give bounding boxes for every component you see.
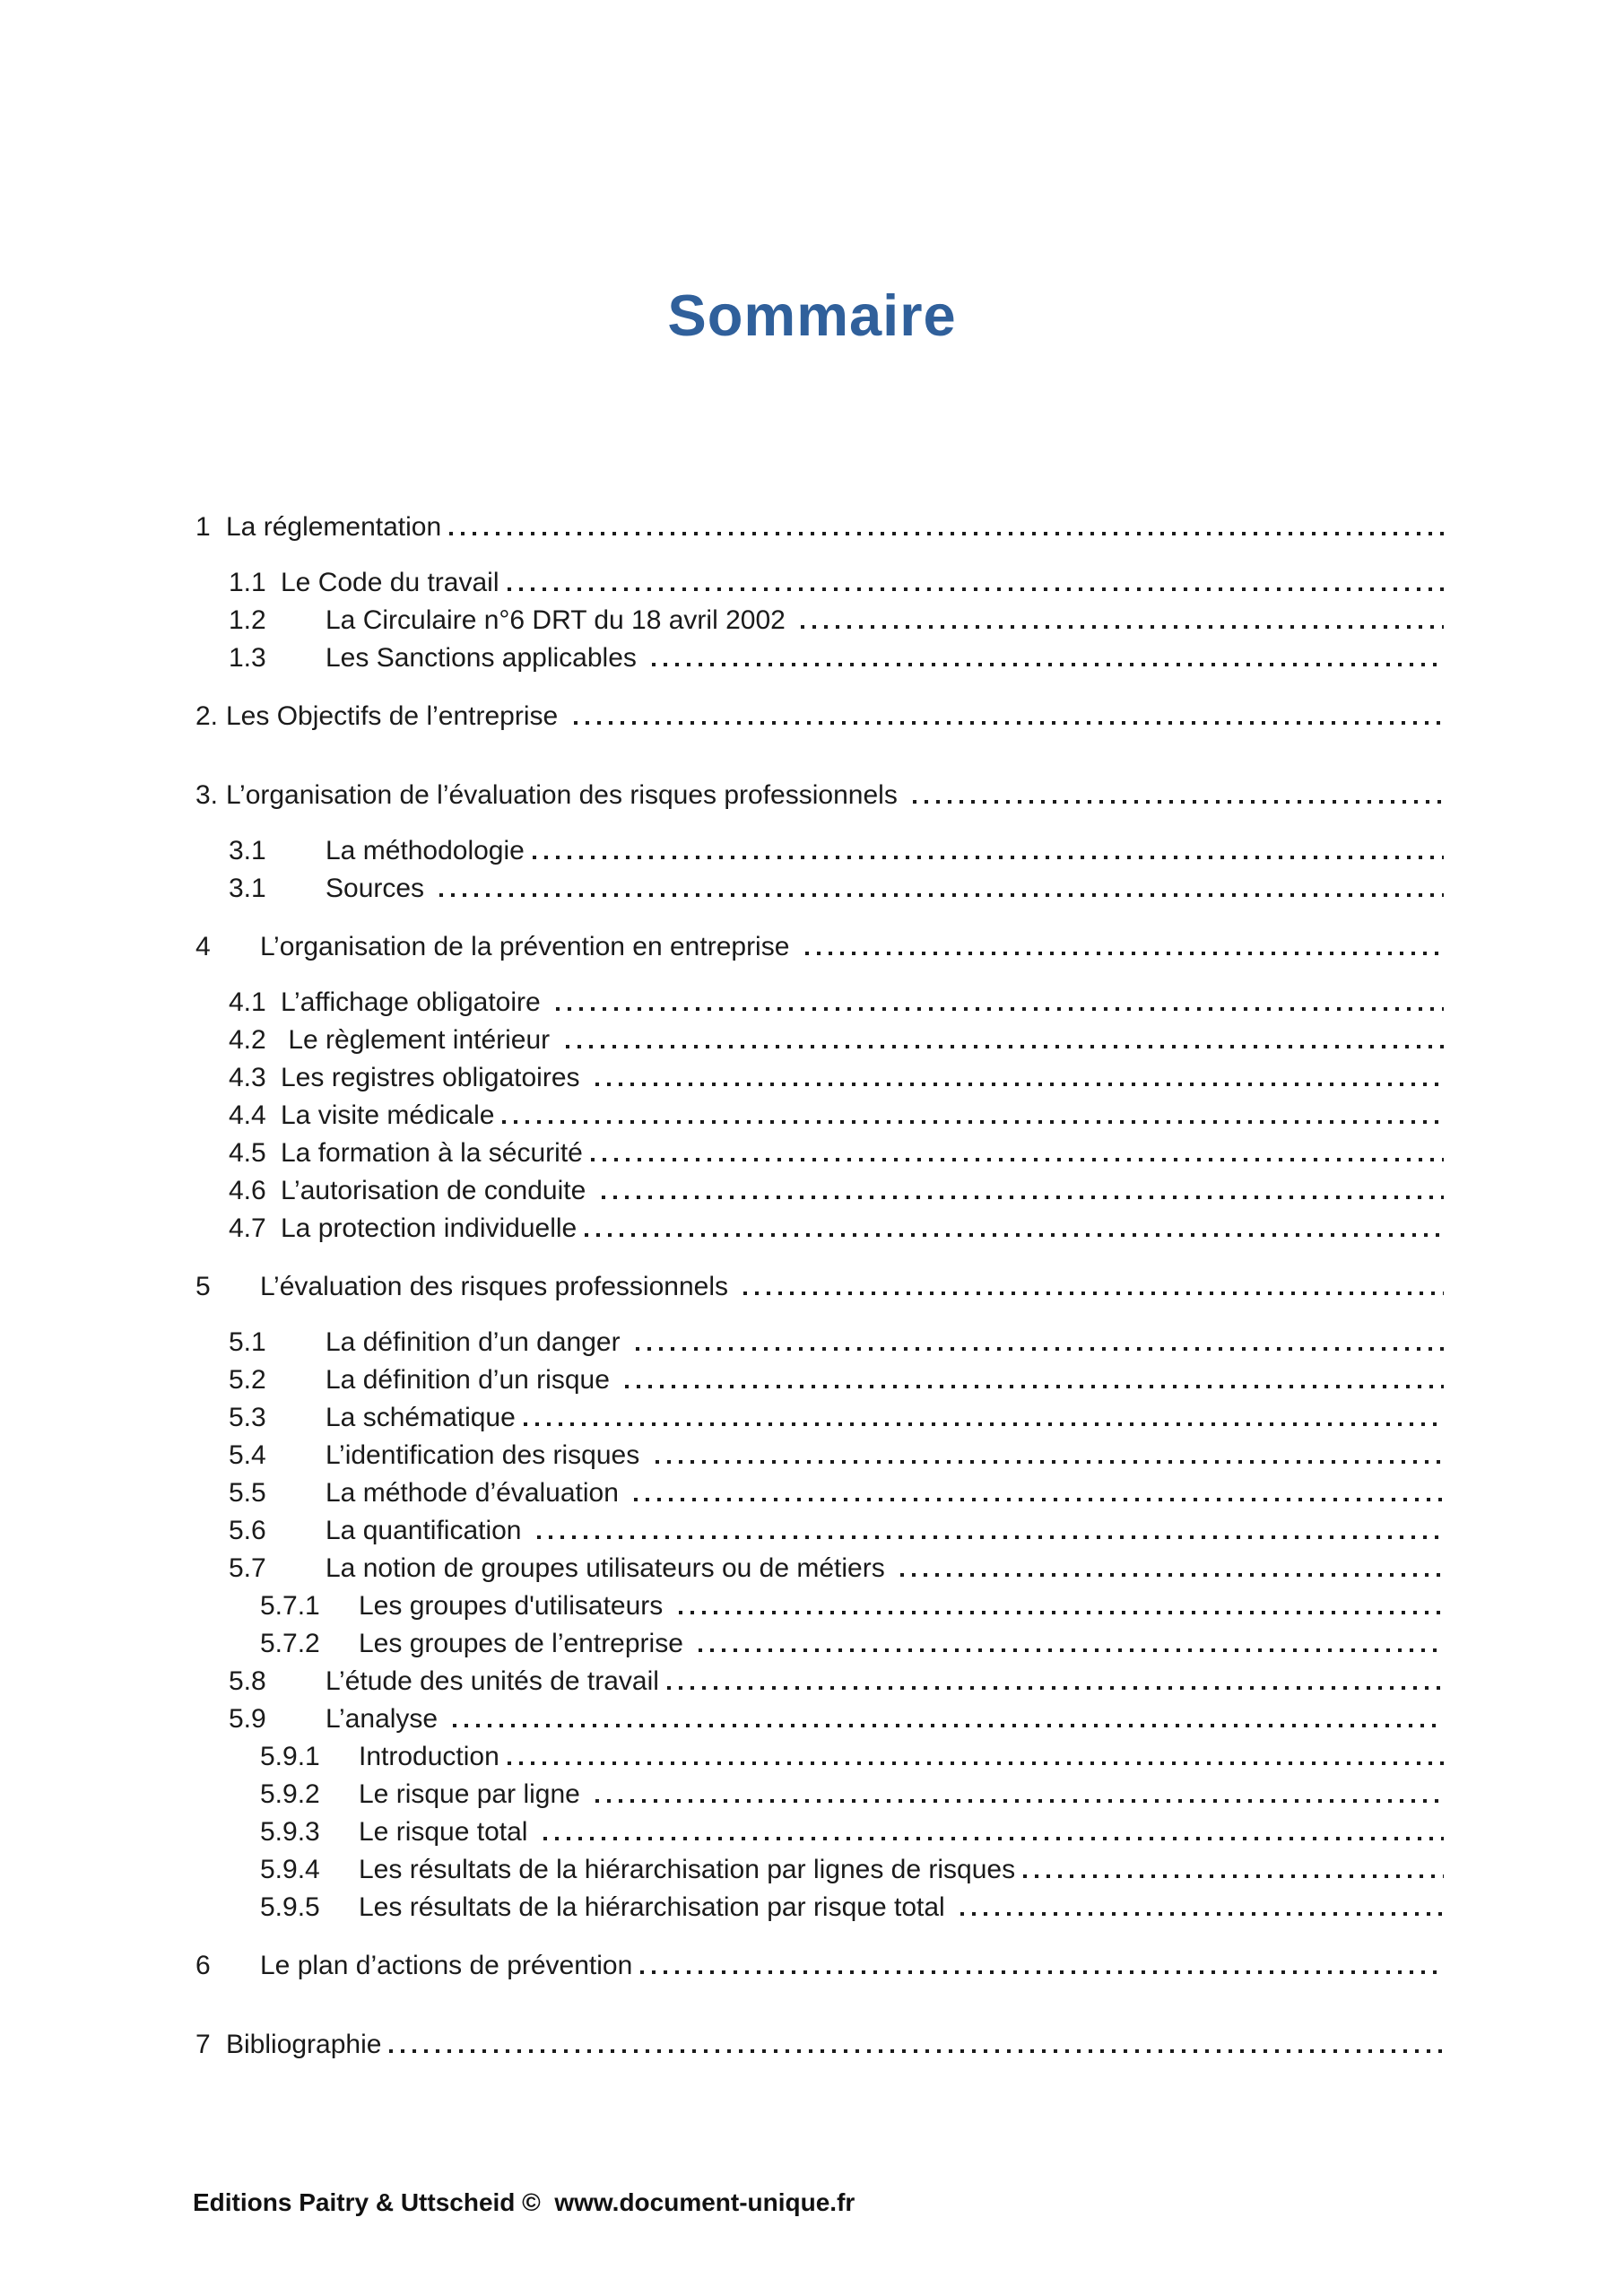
toc-entry [229,1366,1444,1394]
toc-entry-number: 5.6 [229,1516,266,1545]
toc-entry [229,1139,1444,1167]
dot-leader [585,1233,1444,1237]
toc-entry-label: Le plan d’actions de prévention [260,1951,633,1980]
toc-entry [195,702,1444,730]
toc-entry-label: Les résultats de la hiérarchisation par risque total [359,1892,953,1922]
dot-leader [453,1724,1444,1727]
toc-entry-label: L’affichage obligatoire [281,987,549,1017]
dot-leader [805,952,1444,955]
toc-entry-label: Les Sanctions applicables [326,643,645,673]
toc-entry-number: 7 [195,2030,211,2059]
toc-entry-label: L’identification des risques [326,1440,647,1470]
toc-entry [229,644,1444,672]
toc-entry-label: L’évaluation des risques professionnels [260,1272,736,1301]
toc-entry-number: 5 [195,1272,211,1301]
toc-entry-label: La visite médicale [281,1100,495,1130]
toc-entry-label: Les Objectifs de l’entreprise [226,701,566,731]
toc-entry [229,1214,1444,1242]
toc-entry-label: La méthode d’évaluation [326,1478,627,1508]
table-of-contents [195,513,1444,2058]
toc-entry-label: L’étude des unités de travail [326,1666,659,1696]
toc-entry-label: La formation à la sécurité [281,1138,583,1168]
toc-entry [229,988,1444,1016]
toc-entry-number: 5.7 [229,1553,266,1583]
toc-entry-number: 3.1 [229,874,266,903]
toc-entry [260,1856,1444,1883]
toc-entry-label: Les registres obligatoires [281,1063,587,1092]
dot-leader [640,1970,1444,1974]
dot-leader [602,1196,1444,1199]
toc-entry-number: 5.9 [229,1704,266,1734]
toc-entry-label: Bibliographie [226,2030,382,2059]
dot-leader [801,625,1444,629]
toc-entry-label: Le risque total [359,1817,535,1847]
toc-entry [229,1404,1444,1431]
toc-entry [229,837,1444,865]
toc-entry-label: Les groupes d'utilisateurs [359,1591,671,1621]
toc-entry-number: 1 [195,512,211,542]
page-footer: Editions Paitry & Uttscheid © www.document-unique.fr [193,2188,855,2216]
toc-entry-number: 4.5 [229,1138,266,1168]
toc-entry [260,1818,1444,1846]
toc-entry [229,1705,1444,1733]
toc-entry [229,1064,1444,1091]
dot-leader [556,1007,1444,1011]
toc-entry-label: La quantification [326,1516,529,1545]
toc-entry-label: Le Code du travail [281,568,499,597]
toc-entry [229,1026,1444,1054]
toc-entry-label: La Circulaire n°6 DRT du 18 avril 2002 [326,605,794,635]
toc-entry-number: 5.7.2 [260,1629,320,1658]
toc-entry [229,1101,1444,1129]
toc-entry-number: 5.9.4 [260,1855,320,1884]
toc-entry [229,1479,1444,1507]
toc-entry [229,874,1444,902]
toc-entry [260,1743,1444,1770]
toc-entry-number: 5.5 [229,1478,266,1508]
toc-entry [195,513,1444,541]
dot-leader [960,1912,1444,1916]
toc-entry [195,781,1444,809]
toc-entry-number: 5.9.5 [260,1892,320,1922]
toc-entry-number: 4.7 [229,1213,266,1243]
dot-leader [900,1573,1444,1577]
dot-leader [566,1045,1445,1048]
toc-entry-label: L’autorisation de conduite [281,1176,594,1205]
toc-entry-number: 5.8 [229,1666,266,1696]
toc-entry-label: La réglementation [226,512,442,542]
toc-entry [229,569,1444,596]
toc-entry [260,1630,1444,1657]
toc-entry [229,606,1444,634]
toc-entry-number: 5.3 [229,1403,266,1432]
toc-entry-label: La définition d’un risque [326,1365,618,1395]
toc-entry-label: Les résultats de la hiérarchisation par lignes de risques [359,1855,1016,1884]
toc-entry [229,1517,1444,1544]
toc-entry-number: 3. [195,780,219,810]
dot-leader [743,1292,1444,1295]
toc-entry-label: Introduction [359,1742,499,1771]
toc-entry [260,1592,1444,1620]
dot-leader [574,721,1444,725]
dot-leader [699,1648,1444,1652]
toc-entry [195,2031,1444,2058]
toc-entry [229,1441,1444,1469]
toc-entry-number: 1.2 [229,605,266,635]
toc-entry-number: 5.9.3 [260,1817,320,1847]
toc-entry [229,1667,1444,1695]
toc-entry-label: Les groupes de l’entreprise [359,1629,691,1658]
toc-entry-label: La schématique [326,1403,516,1432]
toc-entry-label: La notion de groupes utilisateurs ou de métiers [326,1553,893,1583]
dot-leader [679,1611,1444,1614]
toc-entry-number: 5.2 [229,1365,266,1395]
dot-leader [502,1120,1444,1124]
page-title: Sommaire [667,283,957,348]
toc-entry [229,1328,1444,1356]
dot-leader [449,532,1444,535]
toc-entry-label: L’organisation de l’évaluation des risques professionnels [226,780,906,810]
dot-leader [524,1422,1444,1426]
toc-entry-number: 4 [195,932,211,961]
toc-entry-number: 6 [195,1951,211,1980]
toc-entry-number: 4.4 [229,1100,266,1130]
dot-leader [508,587,1445,591]
toc-entry-label: La protection individuelle [281,1213,578,1243]
dot-leader [591,1158,1444,1161]
toc-entry-label: L’organisation de la prévention en entreprise [260,932,797,961]
toc-entry-number: 1.1 [229,568,266,597]
toc-entry-number: 1.3 [229,643,266,673]
toc-entry [195,933,1444,961]
dot-leader [389,2049,1444,2053]
toc-entry-label: L’analyse [326,1704,446,1734]
dot-leader [595,1083,1444,1086]
toc-entry [195,1952,1444,1979]
dot-leader [656,1460,1444,1464]
toc-entry-number: 4.2 [229,1025,266,1055]
dot-leader [533,856,1444,859]
dot-leader [652,663,1444,666]
dot-leader [1023,1874,1444,1878]
dot-leader [634,1498,1444,1501]
toc-entry-number: 5.4 [229,1440,266,1470]
toc-entry-label: La définition d’un danger [326,1327,628,1357]
toc-entry-number: 5.9.1 [260,1742,320,1771]
toc-entry [229,1177,1444,1205]
toc-entry [195,1273,1444,1300]
toc-entry-label: Le risque par ligne [359,1779,588,1809]
dot-leader [537,1535,1444,1539]
toc-entry-number: 3.1 [229,836,266,865]
toc-entry [229,1554,1444,1582]
dot-leader [913,800,1444,804]
toc-entry [260,1893,1444,1921]
toc-entry-number: 5.7.1 [260,1591,320,1621]
dot-leader [543,1837,1444,1840]
toc-entry [260,1780,1444,1808]
dot-leader [625,1385,1444,1388]
dot-leader [667,1686,1444,1690]
toc-entry-number: 5.1 [229,1327,266,1357]
toc-entry-number: 2. [195,701,219,731]
toc-entry-number: 4.1 [229,987,266,1017]
toc-entry-number: 4.3 [229,1063,266,1092]
toc-entry-label: La méthodologie [326,836,525,865]
toc-entry-number: 5.9.2 [260,1779,320,1809]
dot-leader [508,1761,1444,1765]
dot-leader [636,1347,1444,1351]
dot-leader [439,893,1444,897]
toc-entry-label: Le règlement intérieur [281,1025,558,1055]
dot-leader [595,1799,1444,1803]
toc-entry-number: 4.6 [229,1176,266,1205]
toc-entry-label: Sources [326,874,432,903]
